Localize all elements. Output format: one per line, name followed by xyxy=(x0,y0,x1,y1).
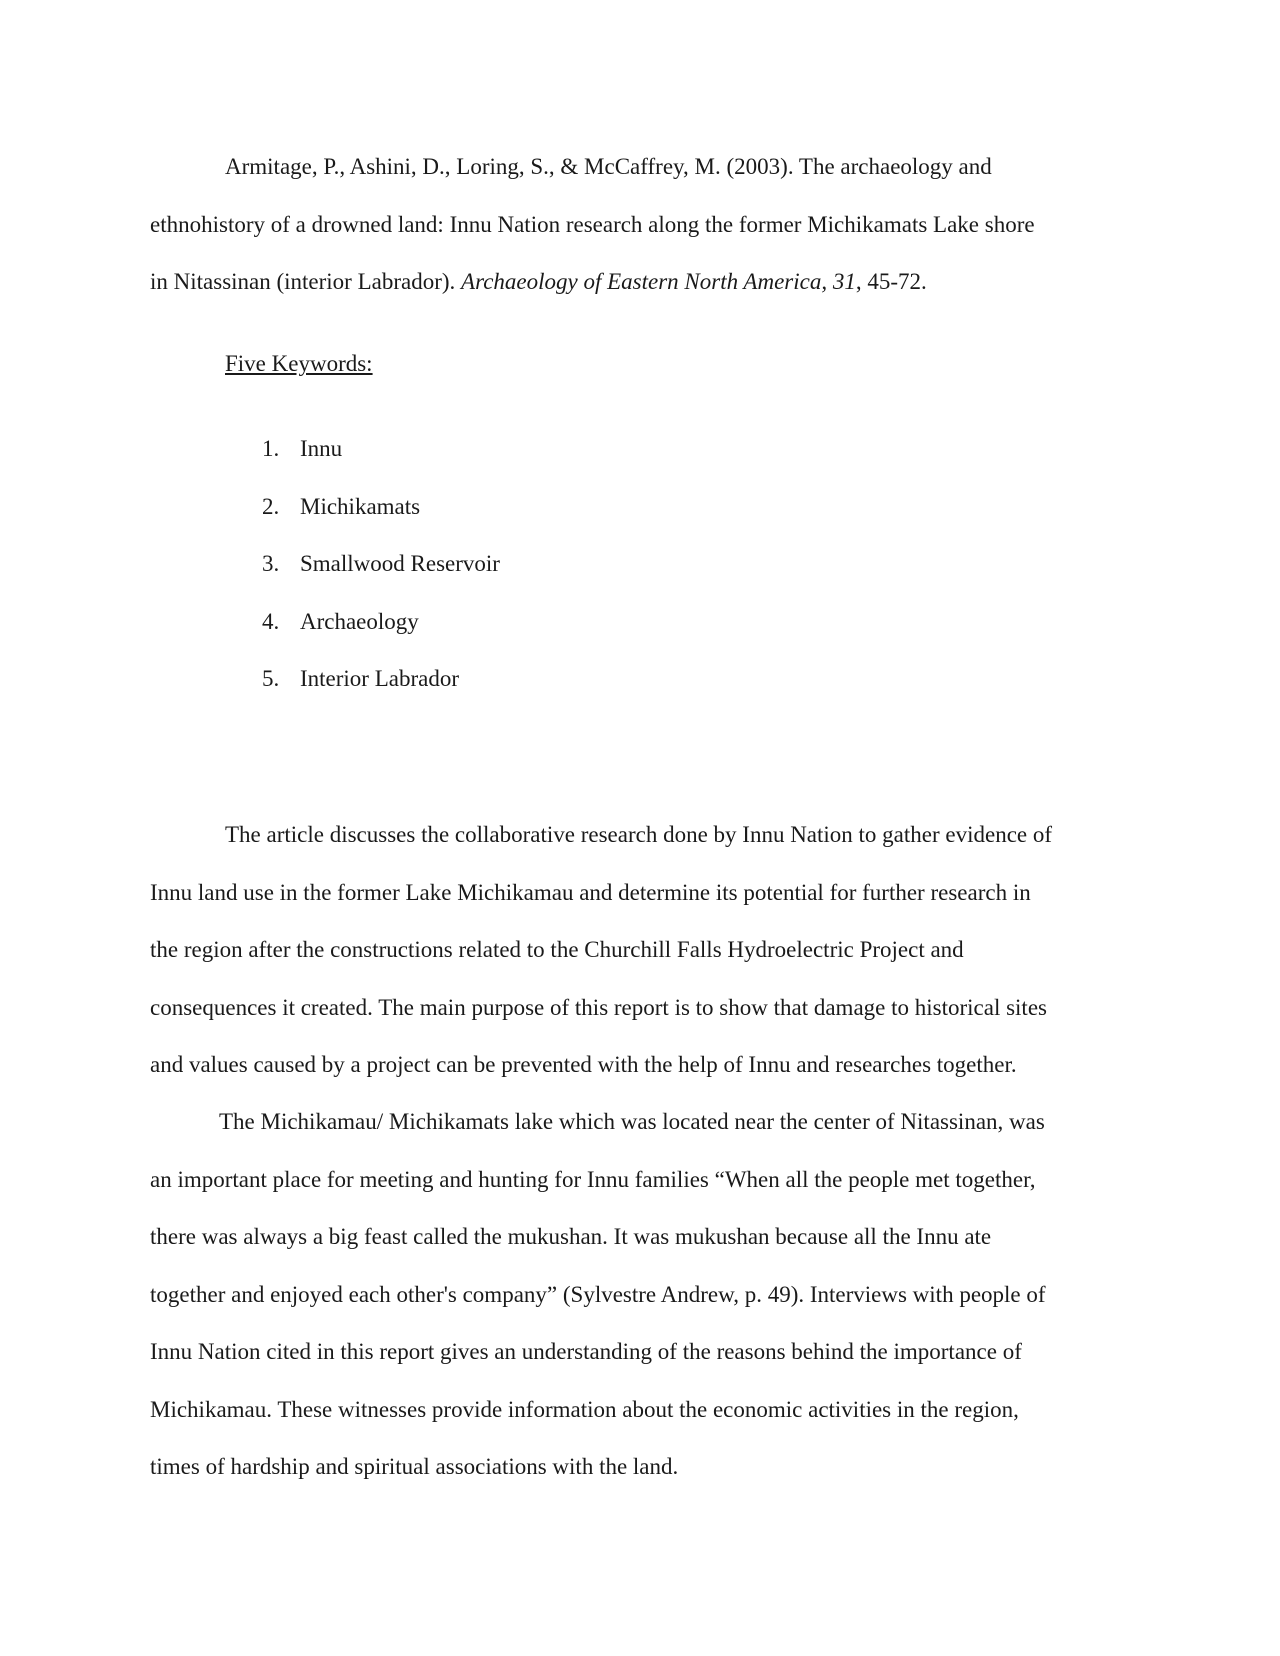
keywords-heading: Five Keywords: xyxy=(225,351,373,376)
paragraph-line: Innu Nation cited in this report gives an understanding of the reasons behind the importance of xyxy=(150,1339,1022,1364)
paragraph-line: there was always a big feast called the mukushan. It was mukushan because all the Innu ate xyxy=(150,1224,992,1249)
keyword-label: Smallwood Reservoir xyxy=(300,551,500,576)
keyword-item xyxy=(150,483,500,541)
summary-paragraph-1 xyxy=(150,806,1130,1094)
citation-title-start: The archaeology and xyxy=(798,154,992,179)
paragraph-line: The article discusses the collaborative research done by Innu Nation to gather evidence of xyxy=(225,822,1053,847)
paragraph-line: Michikamau. These witnesses provide information about the economic activities in the region, xyxy=(150,1396,1019,1422)
keyword-label: Archaeology xyxy=(300,608,419,634)
citation-journal: Archaeology of Eastern North America, 31 xyxy=(461,269,856,294)
citation-line-1 xyxy=(150,138,1130,196)
paragraph-line: and values caused by a project can be prevented with the help of Innu and researches together. xyxy=(150,1052,1017,1077)
paragraph-line: the region after the constructions related to the Churchill Falls Hydroelectric Project and xyxy=(150,937,964,962)
summary-paragraph-2 xyxy=(150,1093,1130,1496)
paragraph-line: Innu land use in the former Lake Michikamau and determine its potential for further research in xyxy=(150,879,1031,905)
citation-authors-year: Armitage, P., Ashini, D., Loring, S., & McCaffrey, M. (2003). xyxy=(225,154,799,179)
keyword-item xyxy=(150,598,500,656)
keyword-number: 2. xyxy=(262,493,280,519)
citation-title-end: in Nitassinan (interior Labrador). xyxy=(150,269,462,294)
paragraph-line: The Michikamau/ Michikamats lake which was located near the center of Nitassinan, was xyxy=(219,1109,1045,1134)
keyword-label: Innu xyxy=(300,436,343,461)
keyword-item xyxy=(150,655,500,713)
paragraph-line: times of hardship and spiritual associations with the land. xyxy=(150,1454,679,1479)
keyword-number: 4. xyxy=(262,608,280,634)
paragraph-line: together and enjoyed each other's company” (Sylvestre Andrew, p. 49). Interviews with people of xyxy=(150,1281,1046,1307)
keyword-label: Interior Labrador xyxy=(300,666,460,691)
keyword-number: 5. xyxy=(262,666,280,691)
citation xyxy=(150,138,1130,311)
citation-line-3 xyxy=(150,253,1130,311)
keyword-item xyxy=(150,425,500,483)
paragraph-line: consequences it created. The main purpose of this report is to show that damage to historical sites xyxy=(150,994,1047,1020)
citation-line-2: ethnohistory of a drowned land: Innu Nation research along the former Michikamats Lake shore xyxy=(150,211,1035,237)
keywords-list xyxy=(150,425,500,713)
keyword-number: 3. xyxy=(262,551,280,576)
keyword-number: 1. xyxy=(262,436,280,461)
keyword-item xyxy=(150,540,500,598)
citation-pages: , 45-72. xyxy=(855,269,927,294)
paragraph-line: an important place for meeting and hunting for Innu families “When all the people met together, xyxy=(150,1166,1036,1192)
keyword-label: Michikamats xyxy=(300,493,421,519)
